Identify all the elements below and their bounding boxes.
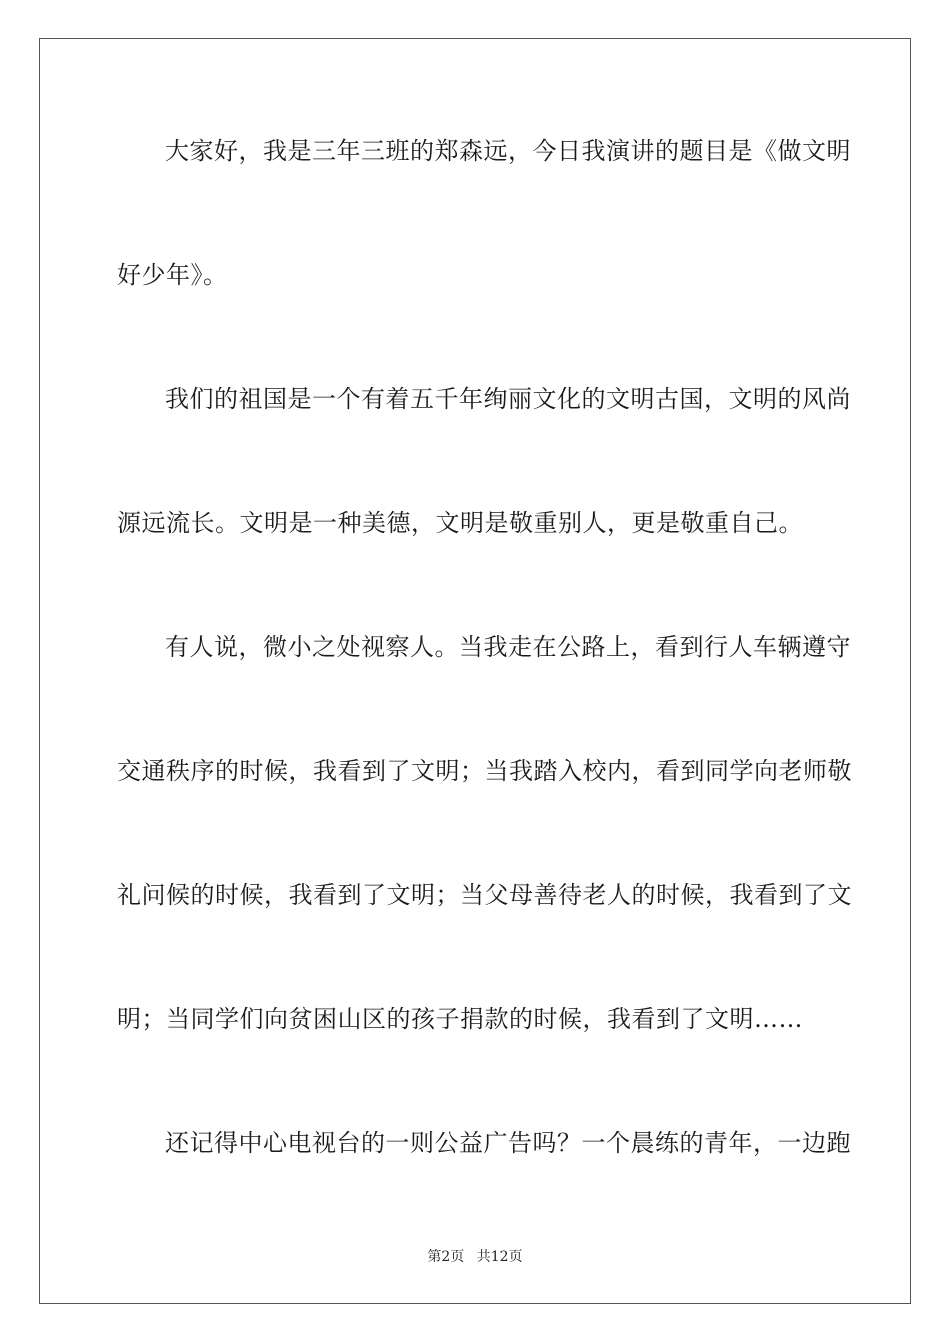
paragraph-3-line-2: 交通秩序的时候，我看到了文明；当我踏入校内，看到同学向老师敬 [117, 757, 852, 785]
paragraph-3-line-3: 礼问候的时候，我看到了文明；当父母善待老人的时候，我看到了文 [117, 881, 852, 909]
paragraph-3-line-1: 有人说，微小之处视察人。当我走在公路上，看到行人车辆遵守 [165, 633, 851, 661]
paragraph-4-line-1: 还记得中心电视台的一则公益广告吗？一个晨练的青年，一边跑 [165, 1129, 851, 1157]
paragraph-1-line-1: 大家好，我是三年三班的郑森远，今日我演讲的题目是《做文明 [165, 137, 851, 165]
paragraph-2-line-1: 我们的祖国是一个有着五千年绚丽文化的文明古国，文明的风尚 [165, 385, 851, 413]
page-footer [0, 1248, 950, 1266]
page-number-total: 共12页 [476, 1249, 523, 1265]
paragraph-1-line-2: 好少年》。 [117, 261, 228, 289]
page-border [39, 38, 911, 1304]
paragraph-2-line-2: 源远流长。文明是一种美德，文明是敬重别人，更是敬重自己。 [117, 509, 803, 537]
paragraph-3-line-4: 明；当同学们向贫困山区的孩子捐款的时候，我看到了文明…… [117, 1005, 803, 1033]
page-number-current: 第2页 [427, 1249, 465, 1265]
